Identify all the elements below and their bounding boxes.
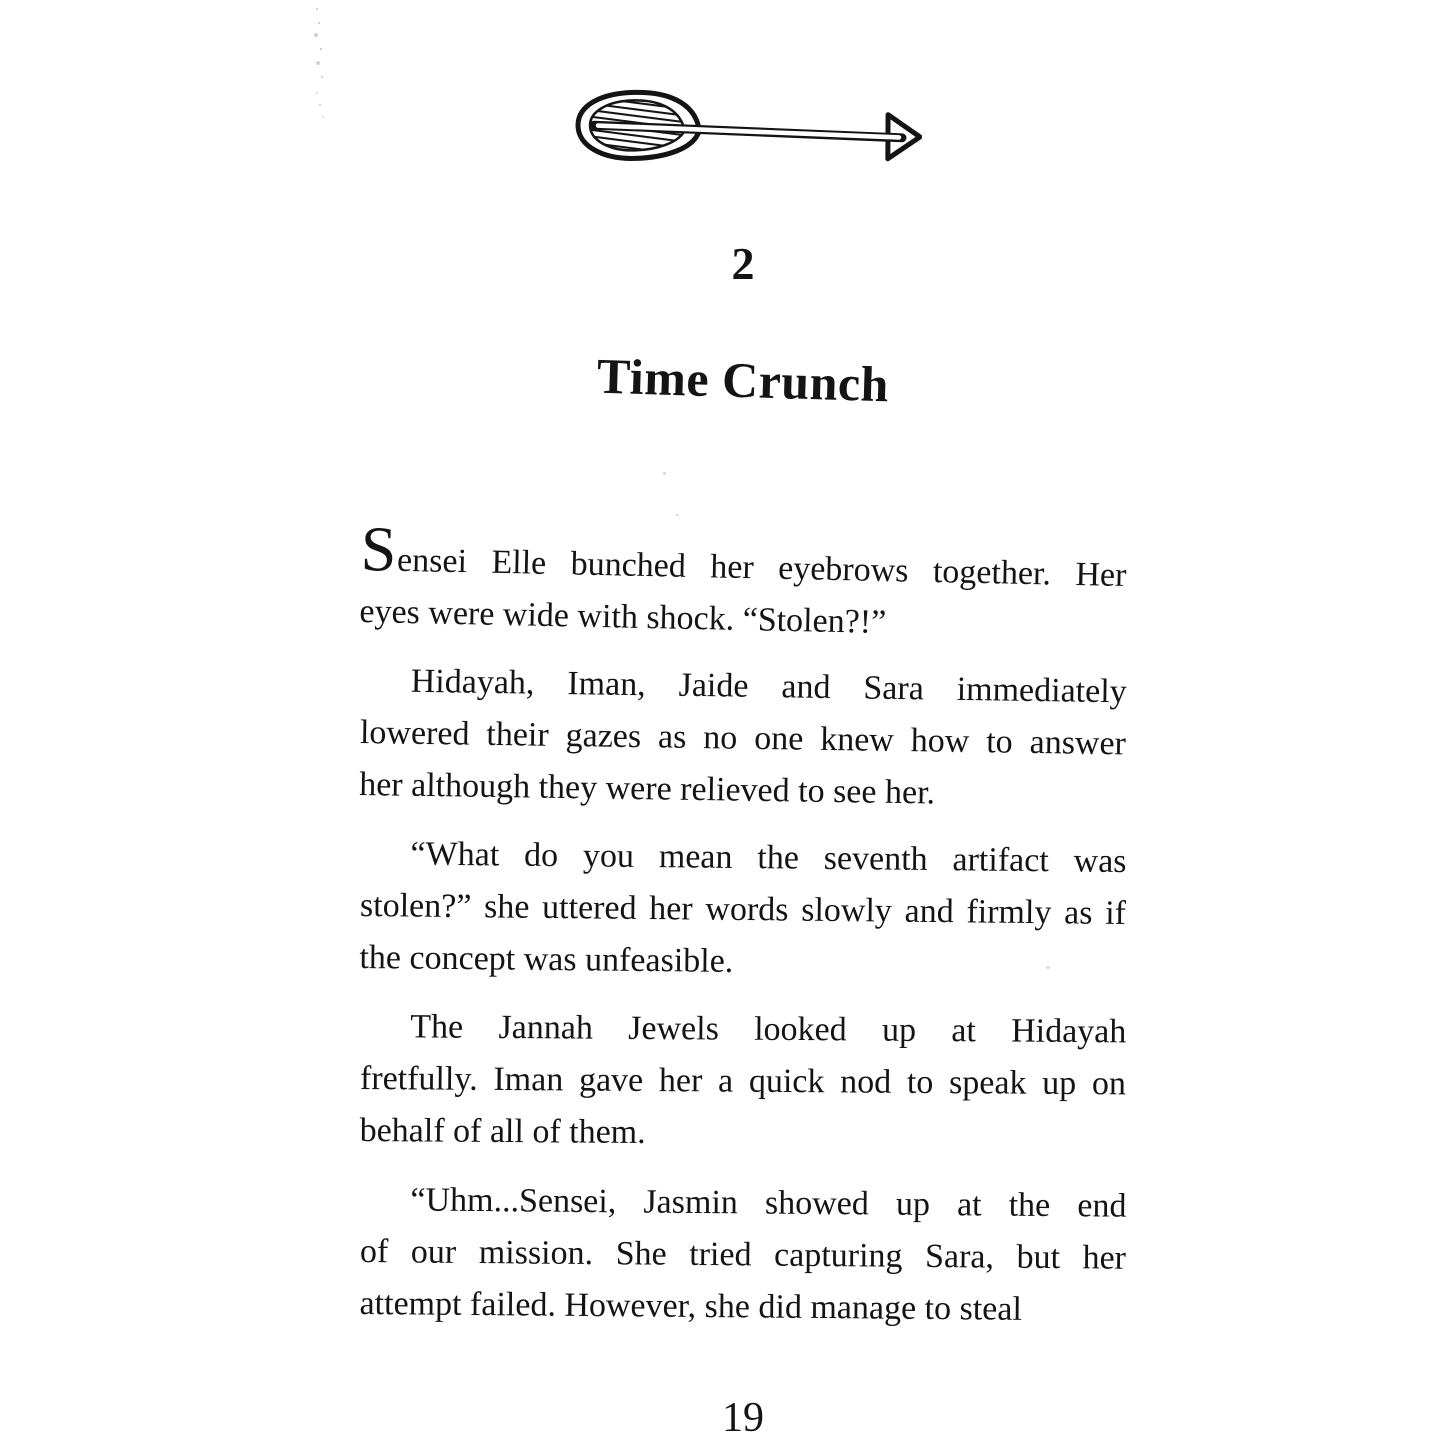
text-line: of our mission. She tried capturing Sara, but her — [359, 1233, 1127, 1277]
paragraph — [359, 828, 1127, 992]
text-line: her although they were relieved to see her. — [358, 765, 936, 812]
scan-speck — [663, 472, 666, 475]
scan-noise-artifact — [316, 8, 318, 10]
body-text — [358, 513, 1127, 1347]
chapter-title: Time Crunch — [596, 347, 890, 413]
text-line: fretfully. Iman gave her a quick nod to speak up on — [359, 1060, 1127, 1103]
text-line: stolen?” she uttered her words slowly and firmly as if — [359, 887, 1127, 933]
text-line: The Jannah Jewels looked up at Hidayah — [410, 1008, 1127, 1051]
paragraph — [359, 1001, 1126, 1162]
text-run: ensei Elle bunched her eyebrows together. Her — [396, 541, 1127, 595]
paragraph — [359, 655, 1127, 822]
paragraph — [359, 513, 1127, 654]
chapter-number: 2 — [731, 238, 755, 289]
text-line: attempt failed. However, she did manage to steal — [359, 1284, 1023, 1328]
text-line: lowered their gazes as no one knew how to answer — [359, 714, 1127, 763]
paragraph — [359, 1174, 1126, 1337]
text-line: Hidayah, Iman, Jaide and Sara immediately — [410, 662, 1127, 711]
page-number: 19 — [722, 1395, 764, 1441]
scan-speck — [676, 514, 679, 516]
text-line: “What do you mean the seventh artifact was — [410, 835, 1127, 881]
text-line: eyes were wide with shock. “Stolen?!” — [359, 592, 887, 642]
text-line: the concept was unfeasible. — [359, 938, 734, 980]
text-line: behalf of all of them. — [359, 1111, 646, 1151]
drop-cap: S — [360, 513, 399, 585]
text-line: “Uhm...Sensei, Jasmin showed up at the end — [410, 1181, 1127, 1225]
arrow-illustration — [572, 87, 922, 169]
feathered-arrow-icon — [572, 87, 922, 169]
